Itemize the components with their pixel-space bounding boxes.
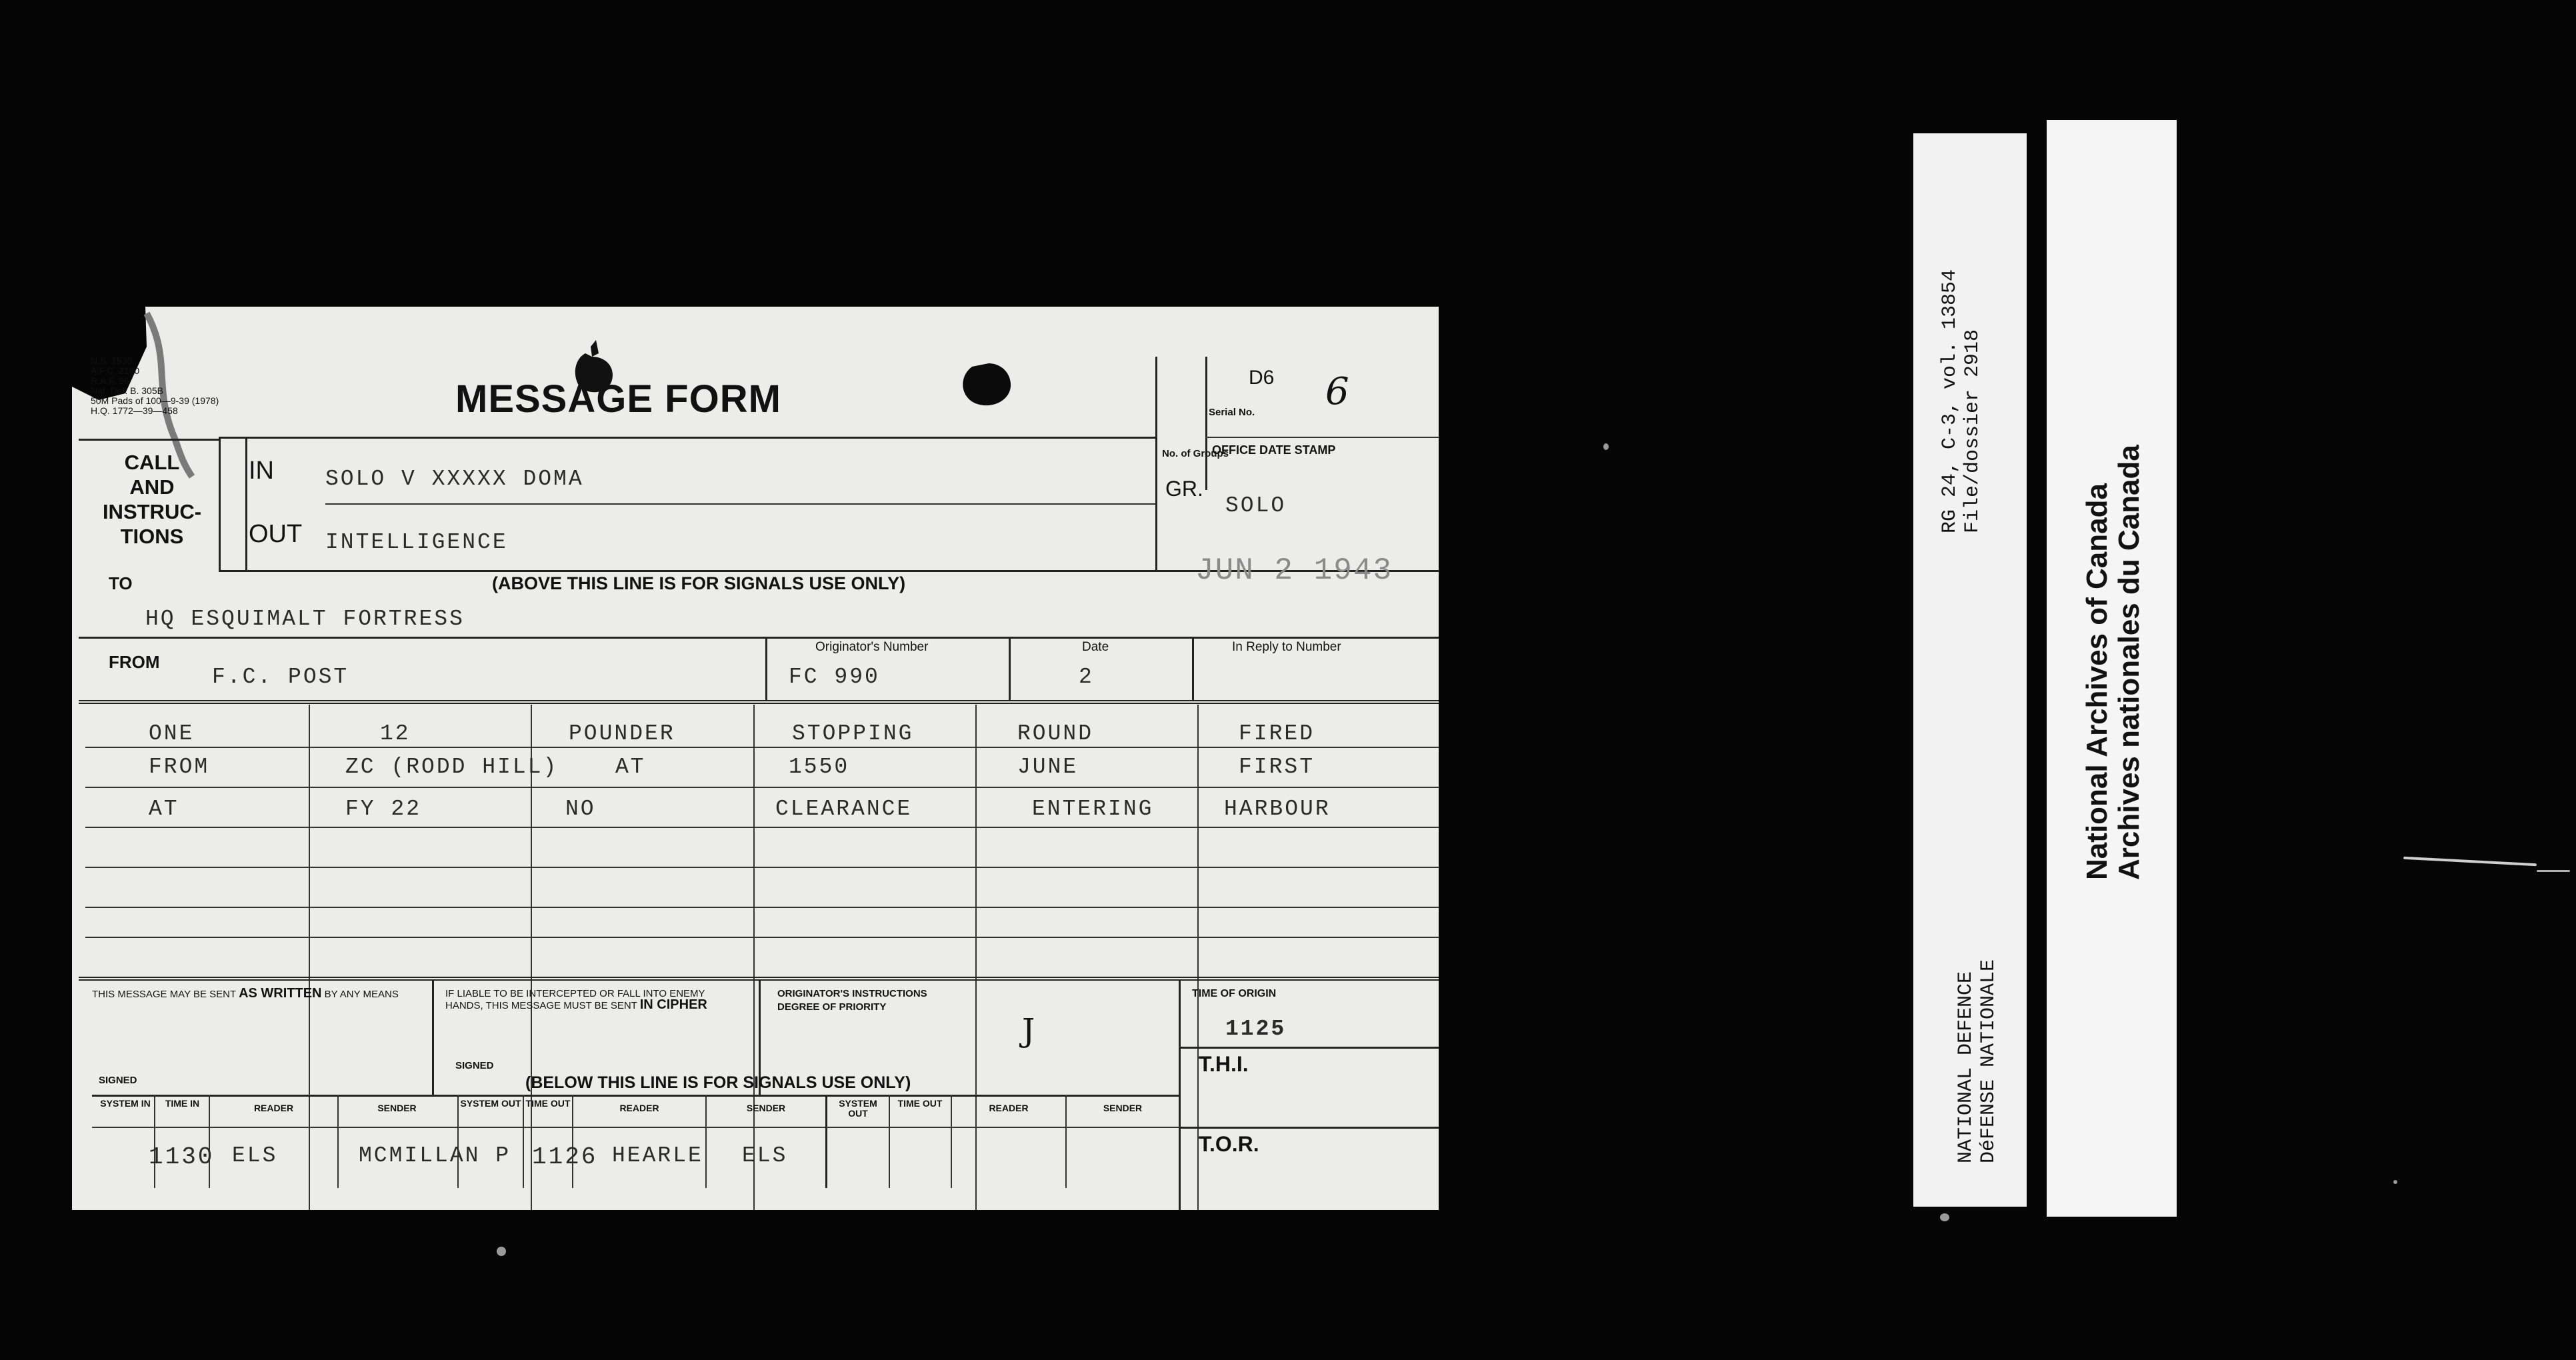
- below-signals-note: (BELOW THIS LINE IS FOR SIGNALS USE ONLY): [525, 1073, 911, 1092]
- message-word: NO: [565, 797, 596, 821]
- message-word: ENTERING: [1032, 797, 1154, 821]
- originator-number-value: FC 990: [789, 665, 880, 689]
- message-word: HARBOUR: [1224, 797, 1331, 821]
- message-word: JUNE: [1017, 755, 1079, 779]
- office-stamp-label: OFFICE DATE STAMP: [1212, 443, 1336, 457]
- message-word: FIRED: [1239, 721, 1315, 746]
- log-time-out: 1126: [532, 1143, 598, 1171]
- serial-label: Serial No.: [1209, 407, 1255, 418]
- log-header: READER: [989, 1103, 1029, 1113]
- originator-number-label: Originator's Number: [815, 640, 929, 654]
- film-speck: [2537, 870, 2570, 872]
- date-value: 2: [1079, 665, 1094, 689]
- out-value: INTELLIGENCE: [325, 530, 508, 555]
- from-label: FROM: [109, 652, 160, 672]
- date-label: Date: [1082, 640, 1109, 654]
- message-word: 12: [380, 721, 411, 746]
- film-speck: [2393, 1180, 2397, 1184]
- written-note-text: BY ANY MEANS: [324, 989, 399, 1000]
- printer-code: 50M Pads of 100—9-39 (1978): [91, 395, 219, 406]
- log-reader: HEARLE: [612, 1143, 703, 1168]
- log-header: SYSTEM OUT: [839, 1098, 877, 1119]
- in-value: SOLO V XXXXX DOMA: [325, 467, 584, 491]
- signals-use-note: (ABOVE THIS LINE IS FOR SIGNALS USE ONLY): [492, 573, 906, 593]
- archives-canada-text: [2081, 445, 2145, 880]
- archives-canada-line: Archives nationales du Canada: [2113, 445, 2145, 880]
- form-title: MESSAGE FORM: [455, 377, 781, 421]
- to-label: TO: [109, 573, 133, 593]
- punch-hole: [952, 347, 1032, 420]
- message-word: CLEARANCE: [775, 797, 913, 821]
- signed-label-2: SIGNED: [455, 1060, 494, 1071]
- log-sender: MCMILLAN P: [359, 1143, 511, 1168]
- printer-code: N.S. 1530: [91, 355, 133, 366]
- film-speck: [497, 1247, 506, 1256]
- printer-code: A.F.C. 2180: [91, 365, 140, 376]
- log-header: TIME OUT: [525, 1098, 571, 1109]
- archive-reference-line: File/dossier 2918: [1961, 329, 1984, 533]
- priority-mark: J: [1022, 1012, 1035, 1049]
- department-line: DéFENSE NATIONALE: [1977, 959, 2000, 1163]
- log-header: TIME OUT: [897, 1098, 943, 1109]
- serial-value: 6: [1325, 370, 1349, 413]
- message-word: ONE: [149, 721, 195, 746]
- message-form-card: [72, 307, 1439, 1210]
- signed-label: SIGNED: [99, 1075, 137, 1086]
- time-of-origin-value: 1125: [1225, 1017, 1287, 1041]
- message-word: FIRST: [1239, 755, 1315, 779]
- call-instructions-label: CALL AND INSTRUC- TIONS: [102, 451, 202, 548]
- message-word: POUNDER: [569, 721, 675, 746]
- office-stamp-value: SOLO: [1225, 493, 1287, 518]
- archives-canada-line: National Archives of Canada: [2081, 483, 2113, 880]
- film-speck: [1940, 1213, 1949, 1221]
- originator-instructions-label: ORIGINATOR'S INSTRUCTIONS: [777, 988, 927, 999]
- message-word: ROUND: [1017, 721, 1094, 746]
- message-word: AT: [615, 755, 646, 779]
- department-label: [1955, 959, 2000, 1163]
- message-word: AT: [149, 797, 179, 821]
- reply-number-label: In Reply to Number: [1232, 640, 1341, 654]
- written-note-bold: AS WRITTEN: [239, 986, 322, 1001]
- log-header: SENDER: [377, 1103, 417, 1113]
- log-sender: ELS: [742, 1143, 788, 1168]
- date-stamp: JUN 2 1943: [1195, 553, 1393, 588]
- to-value: HQ ESQUIMALT FORTRESS: [145, 607, 465, 631]
- archives-canada-label: [2047, 120, 2177, 1217]
- priority-label: DEGREE OF PRIORITY: [777, 1001, 887, 1013]
- message-word: ZC (RODD HILL): [345, 755, 559, 779]
- log-header: TIME IN: [165, 1098, 200, 1109]
- department-line: NATIONAL DEFENCE: [1955, 971, 1977, 1163]
- groups-value: GR.: [1165, 477, 1203, 501]
- out-label: OUT: [249, 520, 303, 548]
- written-note: [92, 988, 419, 1000]
- archive-reference-line: RG 24, C-3, vol. 13854: [1939, 269, 1961, 533]
- thi-label: T.H.I.: [1199, 1052, 1249, 1076]
- log-header: SYSTEM IN: [100, 1098, 151, 1109]
- message-word: FROM: [149, 755, 210, 779]
- message-word: 1550: [789, 755, 850, 779]
- cipher-note: [445, 988, 745, 1011]
- archive-reference-label: [1913, 133, 2027, 1207]
- log-header: SENDER: [1103, 1103, 1143, 1113]
- message-word: FY 22: [345, 797, 422, 821]
- d-code: D6: [1249, 367, 1275, 389]
- log-header: READER: [253, 1103, 294, 1113]
- film-speck: [2403, 857, 2537, 866]
- log-header: SENDER: [746, 1103, 786, 1113]
- log-header: READER: [619, 1103, 659, 1113]
- cipher-note-text: IF LIABLE TO BE INTERCEPTED OR FALL INTO ENEMY HANDS, THIS MESSAGE MUST BE SENT: [445, 988, 705, 1011]
- written-note-text: THIS MESSAGE MAY BE SENT: [92, 989, 236, 1000]
- archive-reference: [1939, 269, 1984, 533]
- from-value: F.C. POST: [212, 665, 349, 689]
- tor-label: T.O.R.: [1199, 1132, 1259, 1156]
- printer-code: Nat. Def. B. 305B: [91, 385, 163, 396]
- log-header: SYSTEM OUT: [460, 1098, 521, 1109]
- groups-label: No. of Groups: [1162, 448, 1229, 459]
- log-time-in: 1130: [149, 1143, 215, 1171]
- cipher-note-bold: IN CIPHER: [639, 997, 707, 1012]
- log-reader: ELS: [232, 1143, 278, 1168]
- printer-codes: [91, 356, 331, 416]
- time-of-origin-label: TIME OF ORIGIN: [1192, 988, 1277, 999]
- film-speck: [1603, 443, 1609, 450]
- message-word: STOPPING: [792, 721, 914, 746]
- printer-code: R.A.F. 96: [91, 375, 129, 386]
- printer-code: H.Q. 1772—39—458: [91, 405, 178, 416]
- in-label: IN: [249, 457, 274, 485]
